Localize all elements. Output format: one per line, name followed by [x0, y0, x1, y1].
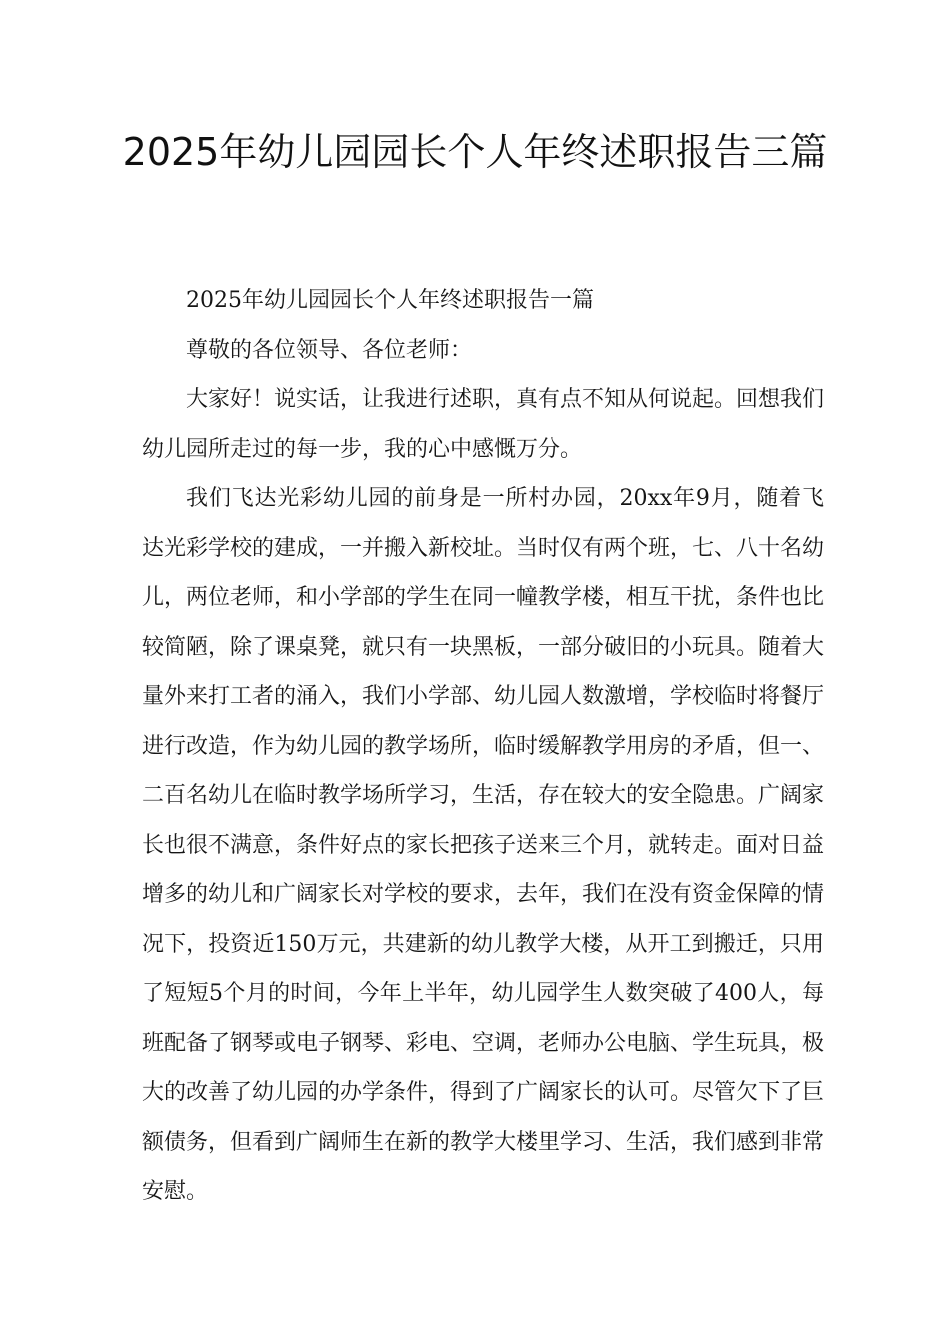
section-heading: 2025年幼儿园园长个人年终述职报告一篇	[186, 288, 594, 313]
body-paragraph: 我们飞达光彩幼儿园的前身是一所村办园，20xx年9月，随着飞达光彩学校的建成，一并搬入新校址。当时仅有两个班，七、八十名幼儿，两位老师，和小学部的学生在同一幢教学楼，相互干扰，条件也比较简陋，除了课桌凳，就只有一块黑板，一部分破旧的小玩具。随着大量外来打工者的涌入，我们小学部、幼儿园人数激增，学校临时将餐厅进行改造，作为幼儿园的教学场所，临时缓解教学用房的矛盾，但一、二百名幼儿在临时教学场所学习，生活，存在较大的安全隐患。广阔家长也很不满意，条件好点的家长把孩子送来三个月，就转走。面对日益增多的幼儿和广阔家长对学校的要求，去年，我们在没有资金保障的情况下，投资近150万元，共建新的幼儿教学大楼，从开工到搬迁，只用了短短5个月的时间，今年上半年，幼儿园学生人数突破了400人，每班配备了钢琴或电子钢琴、彩电、空调，老师办公电脑、学生玩具，极大的改善了幼儿园的办学条件，得到了广阔家长的认可。尽管欠下了巨额债务，但看到广阔师生在新的教学大楼里学习、生活，我们感到非常安慰。	[142, 486, 825, 1204]
salutation: 尊敬的各位领导、各位老师：	[186, 337, 473, 363]
document-title: 2025年幼儿园园长个人年终述职报告三篇	[122, 130, 828, 174]
document-body	[142, 276, 824, 1217]
body-paragraph: 大家好！说实话，让我进行述职，真有点不知从何说起。回想我们幼儿园所走过的每一步，我的心中感慨万分。	[142, 387, 825, 462]
